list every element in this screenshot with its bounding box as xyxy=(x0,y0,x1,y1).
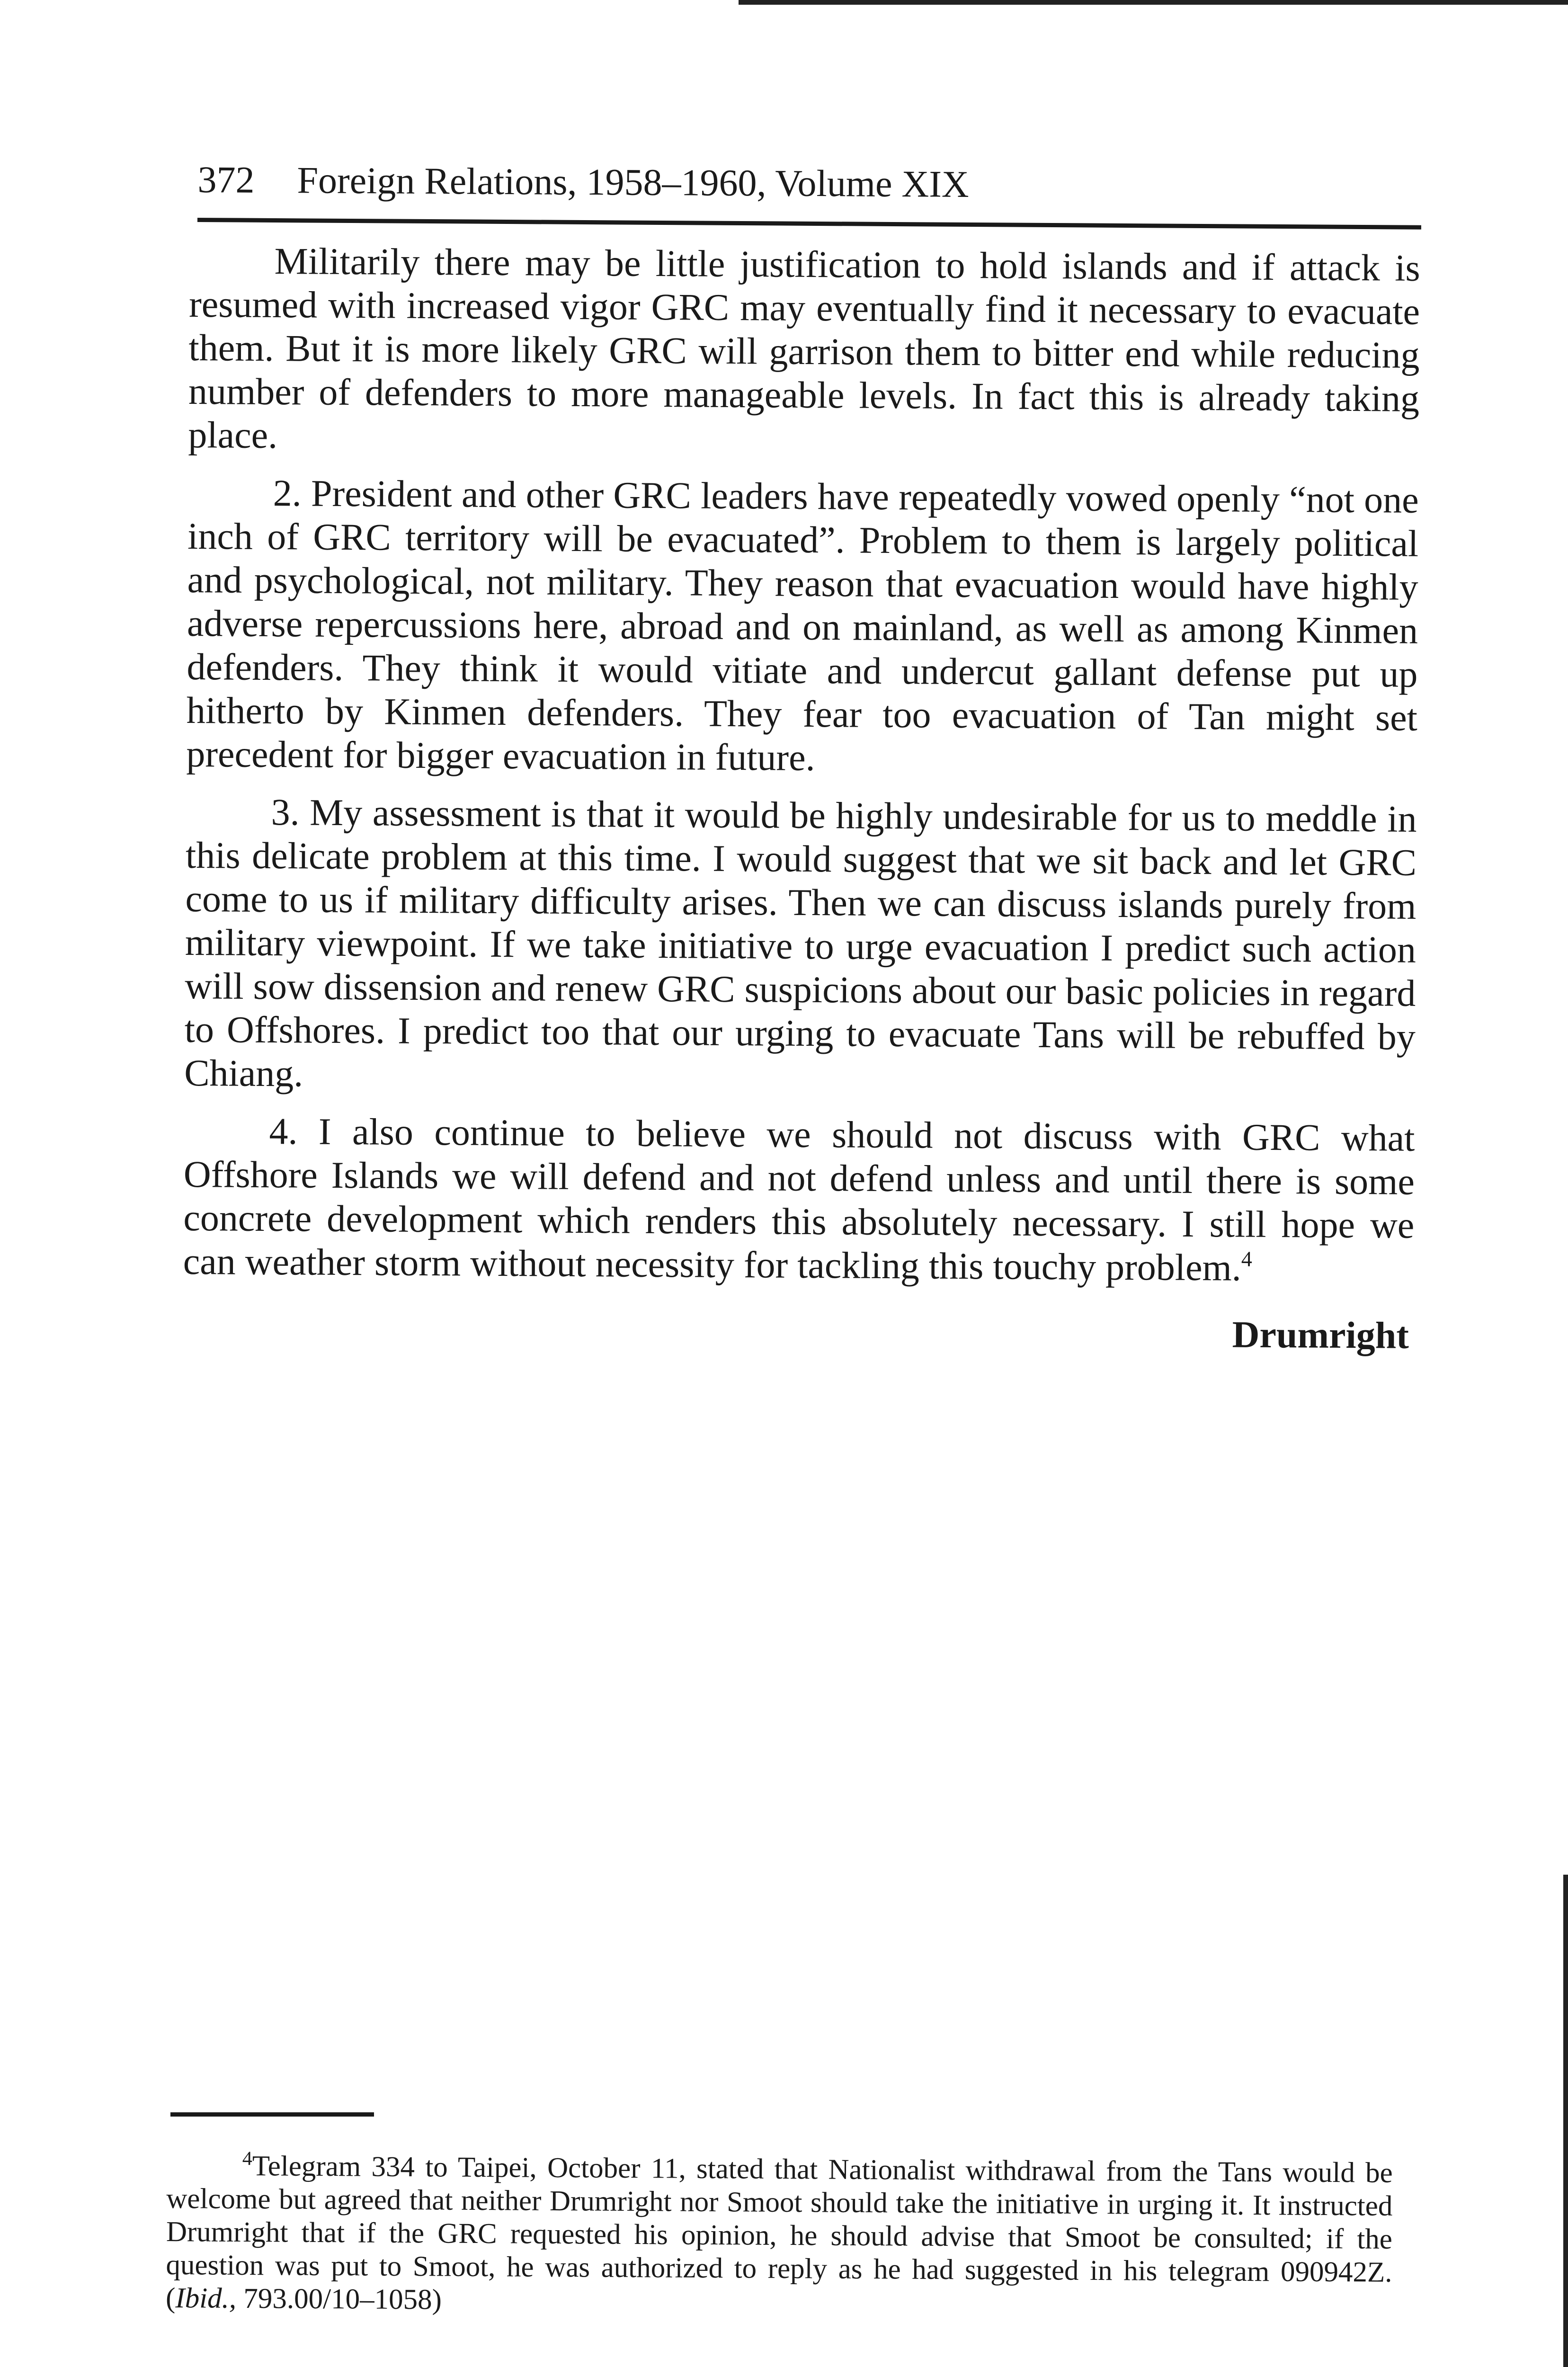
running-title: Foreign Relations, 1958–1960, Volume XIX xyxy=(297,160,969,205)
paragraph-text: President and other GRC leaders have repeatedly vowed openly “not one inch of GRC territory will be evacuated”. Problem to them is largely political and psychological, not military. They reason that evacuation would have highly adverse repercussions here, abroad and on mainland, as well as among Kinmen defenders. They think it would vitiate and undercut gallant defense put up hitherto by Kinmen defenders. They fear too evacuation of Tan might set precedent for bigger evacuation in future. xyxy=(186,472,1419,779)
paragraph-text: Militarily there may be little justification to hold islands and if attack is resumed with increased vigor GRC may eventually find it necessary to evacuate them. But it is more likely GRC will garrison them to bitter end while reducing number of defenders to more manageable levels. In fact this is already taking place. xyxy=(188,240,1420,457)
footnote-citation-ibid: Ibid., xyxy=(175,2282,237,2314)
paragraph-2 xyxy=(186,471,1419,783)
paragraph-1 xyxy=(188,239,1420,464)
footnote xyxy=(166,2149,1393,2323)
footnote-citation-reference: 793.00/10–1058) xyxy=(243,2282,442,2316)
footnote-text: Telegram 334 to Taipei, October 11, stated that Nationalist withdrawal from the Tans would be welcome but agreed that neither Drumright nor Smoot should take the initiative in urging it. It instructed Drumright that if the GRC requested his opinion, he should advise that Smoot be consulted; if the question was put to Smoot, he was authorized to reply as he had suggested in his telegram 090942Z. xyxy=(166,2150,1393,2288)
footnote-marker: 4 xyxy=(242,2147,253,2170)
page-number: 372 xyxy=(197,159,255,201)
scan-edge-top xyxy=(739,0,1568,5)
paragraph-number: 4. xyxy=(269,1111,298,1153)
paragraph-number: 2. xyxy=(273,472,302,515)
paragraph-text: I also continue to believe we should not discuss with GRC what Offshore Islands we will defend and not defend unless and until there is some concrete development which renders this absolutely necessary. I still hope we can weather storm without necessity for tackling this touchy problem. xyxy=(183,1111,1415,1289)
paragraph-3 xyxy=(184,790,1417,1103)
footnote-reference: 4 xyxy=(1241,1246,1253,1271)
paragraph-text: My assessment is that it would be highly undesirable for us to meddle in this delicate problem at this time. I would suggest that we sit back and let GRC come to us if military difficulty arises. Then we can discuss islands purely from military viewpoint. If we take initiative to urge evacuation I predict such action will sow dissension and renew GRC suspicions about our basic policies in regard to Offshores. I predict too that our urging to evacuate Tans will be rebuffed by Chiang. xyxy=(184,792,1417,1095)
footnote-citation-open: ( xyxy=(165,2282,176,2314)
running-header xyxy=(197,142,1422,230)
signature: Drumright xyxy=(1232,1314,1409,1357)
footnote-divider xyxy=(170,2112,374,2117)
paragraph-number: 3. xyxy=(271,792,300,834)
document-body xyxy=(183,239,1420,1360)
scan-edge-right xyxy=(1563,1875,1568,2367)
paragraph-4 xyxy=(183,1109,1415,1291)
